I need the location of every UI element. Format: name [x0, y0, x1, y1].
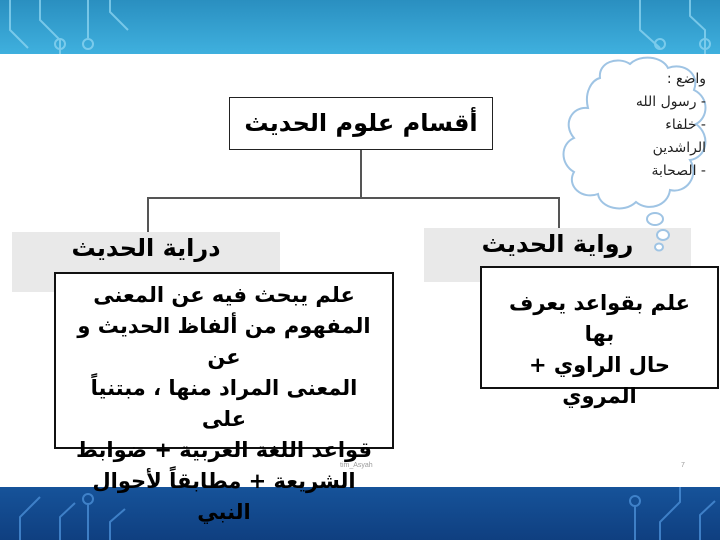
description-line: الشريعة + مطابقاً لأحوال النبي — [92, 469, 356, 524]
diagram-title: أقسام علوم الحديث — [229, 97, 493, 150]
bubble-item: - رسول الله — [635, 94, 706, 110]
bubble-item: - الصحابة — [651, 163, 706, 179]
thought-bubble-text — [588, 68, 706, 183]
description-line: حال الراوي + — [528, 353, 671, 377]
branch-label-riwaya: رواية الحديث — [424, 228, 691, 282]
circuit-pattern-top — [0, 0, 720, 54]
slide-canvas — [0, 54, 720, 524]
bubble-item: الراشدين — [652, 140, 706, 156]
bubble-item: - خلفاء — [665, 117, 706, 133]
description-line: علم بقواعد يعرف بها — [508, 291, 691, 346]
description-line: علم يبحث فيه عن المعنى — [93, 283, 355, 307]
footer-author: tim_Asyah — [340, 462, 373, 469]
description-line: المعنى المراد منها ، مبتنياً على — [90, 376, 358, 431]
bubble-heading: واضع : — [666, 71, 706, 87]
description-line: المفهوم من ألفاظ الحديث و عن — [77, 314, 371, 369]
top-decorative-band — [0, 0, 720, 54]
description-line: المروي — [562, 384, 637, 408]
slide-page-number: 7 — [681, 462, 685, 469]
branch-label-diraya: دراية الحديث — [12, 232, 280, 292]
description-line: قواعد اللغة العربية + ضوابط — [76, 438, 372, 462]
